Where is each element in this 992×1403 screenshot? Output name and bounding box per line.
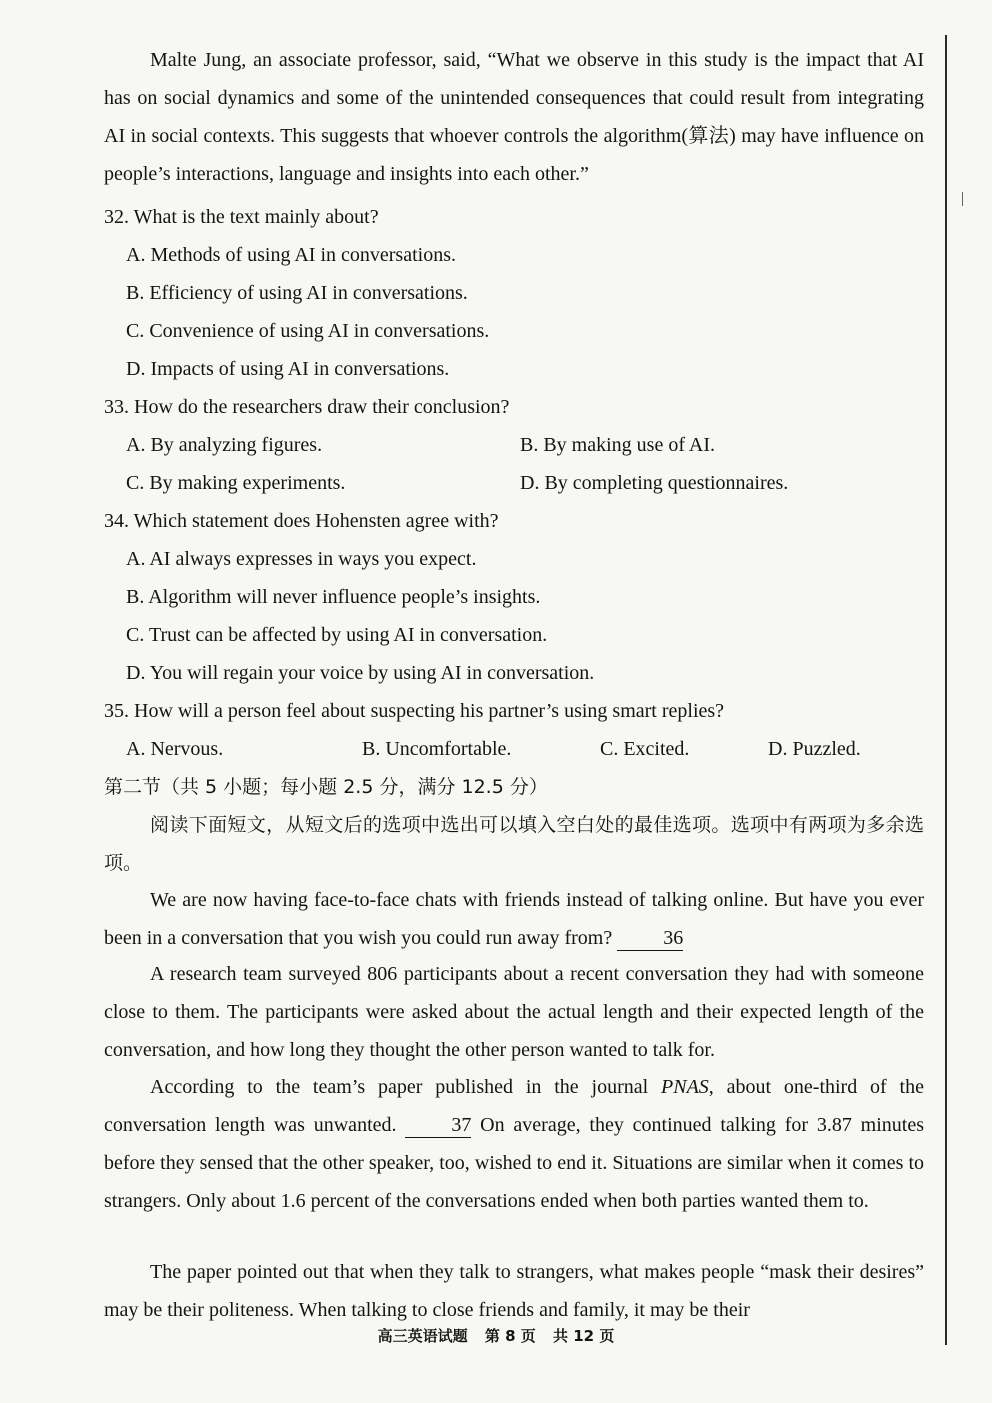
question-32-stem: 32. What is the text mainly about? xyxy=(104,206,379,228)
passage2-paragraph-3 xyxy=(104,1068,924,1220)
q34-option-a[interactable]: A. AI always expresses in ways you expect. xyxy=(126,548,477,570)
passage2-paragraph-4: The paper pointed out that when they talk to strangers, what makes people “mask their desires” may be their politeness. When talking to close friends and family, it may be their xyxy=(104,1261,924,1321)
q32-option-b[interactable]: B. Efficiency of using AI in conversations. xyxy=(126,282,468,304)
passage2-paragraph-2: A research team surveyed 806 participants about a recent conversation they had with someone close to them. The participants were asked about the actual length and their expected length of the conversation, and how long they thought the other person wanted to talk for. xyxy=(104,963,924,1061)
q35-option-b[interactable]: B. Uncomfortable. xyxy=(362,738,512,760)
q33-option-b[interactable]: B. By making use of AI. xyxy=(520,434,715,456)
page-footer xyxy=(0,1325,992,1346)
paragraph-text: According to the team’s paper published in the journal xyxy=(150,1076,649,1098)
footer-title: 高三英语试题 xyxy=(377,1327,468,1345)
blank-37[interactable]: 37 xyxy=(405,1113,471,1138)
paragraph-text: We are now having face-to-face chats with friends instead of talking online. But have you ever been in a conversation that you wish you could run away from? xyxy=(104,889,924,949)
q32-option-c[interactable]: C. Convenience of using AI in conversations. xyxy=(126,320,490,342)
q32-option-a[interactable]: A. Methods of using AI in conversations. xyxy=(126,244,456,266)
margin-mark xyxy=(962,192,963,206)
footer-page-total: 共 12 页 xyxy=(553,1327,615,1345)
question-34-stem: 34. Which statement does Hohensten agree with? xyxy=(104,510,499,532)
footer-page-number: 第 8 页 xyxy=(484,1327,536,1345)
passage2-paragraph-1 xyxy=(104,881,924,957)
q34-option-d[interactable]: D. You will regain your voice by using AI in conversation. xyxy=(126,662,595,684)
binding-margin-line xyxy=(945,35,947,1345)
q35-option-d[interactable]: D. Puzzled. xyxy=(768,738,861,760)
blank-36[interactable]: 36 xyxy=(617,926,683,951)
q32-option-d[interactable]: D. Impacts of using AI in conversations. xyxy=(126,358,450,380)
passage-closing-paragraph xyxy=(104,41,924,193)
question-33-stem: 33. How do the researchers draw their conclusion? xyxy=(104,396,510,418)
q33-option-d[interactable]: D. By completing questionnaires. xyxy=(520,472,789,494)
q34-option-c[interactable]: C. Trust can be affected by using AI in conversation. xyxy=(126,624,548,646)
q35-option-c[interactable]: C. Excited. xyxy=(600,738,690,760)
q35-option-a[interactable]: A. Nervous. xyxy=(126,738,224,760)
journal-name: PNAS xyxy=(661,1076,709,1098)
q34-option-b[interactable]: B. Algorithm will never influence people’s insights. xyxy=(126,586,541,608)
question-35-stem: 35. How will a person feel about suspecting his partner’s using smart replies? xyxy=(104,700,725,722)
paragraph-text: Malte Jung, an associate professor, said, “What we observe in this study is the impact that AI has on social dynamics and some of the unintended consequences that could result from integrating AI in social contexts. This suggests that whoever controls the algorithm(算法) may have influence on people’s interactions, language and insights into each other.” xyxy=(104,49,924,185)
q33-option-c[interactable]: C. By making experiments. xyxy=(126,472,346,494)
section-2-instruction: 阅读下面短文，从短文后的选项中选出可以填入空白处的最佳选项。选项中有两项为多余选项。 xyxy=(104,814,924,874)
paragraph-text: , about one-third of the conversation length was unwanted. xyxy=(104,1076,924,1136)
q33-option-a[interactable]: A. By analyzing figures. xyxy=(126,434,323,456)
paragraph-text: On average, they continued talking for 3.87 minutes before they sensed that the other speaker, too, wished to end it. Situations are similar when it comes to strangers. Only about 1.6 percent of the conversations ended when both parties wanted them to. xyxy=(104,1114,925,1212)
section-2-heading: 第二节（共 5 小题；每小题 2.5 分，满分 12.5 分） xyxy=(104,776,548,798)
